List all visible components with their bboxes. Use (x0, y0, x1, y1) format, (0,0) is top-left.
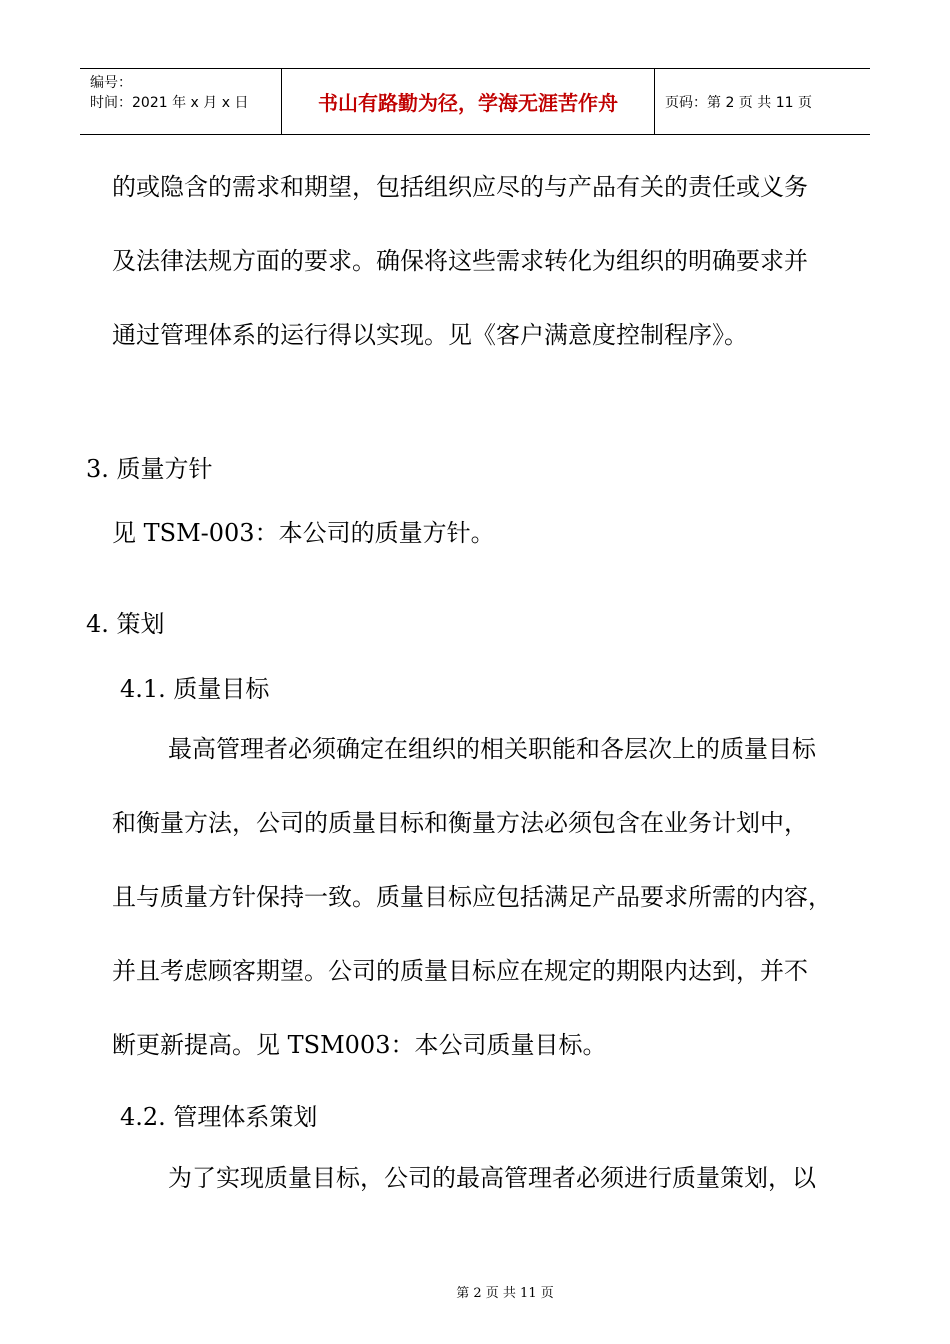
section-4-title: 4. 策划 (86, 610, 165, 638)
intro-line-2: 及法律法规方面的要求。确保将这些需求转化为组织的明确要求并 (112, 247, 808, 275)
header-page-info: 页码：第 2 页 共 11 页 (665, 94, 812, 111)
section-4-2-line-1: 为了实现质量目标，公司的最高管理者必须进行质量策划，以 (168, 1164, 816, 1192)
section-4-1-line-2: 和衡量方法，公司的质量目标和衡量方法必须包含在业务计划中， (112, 809, 808, 837)
document-number-label: 编号： (90, 75, 132, 91)
document-date-label: 时间：2021 年 x 月 x 日 (90, 95, 249, 111)
header-meta-cell (80, 69, 282, 134)
intro-line-3: 通过管理体系的运行得以实现。见《客户满意度控制程序》。 (112, 321, 748, 349)
page-footer: 第 2 页 共 11 页 (456, 1286, 554, 1301)
section-4-2-title: 4.2. 管理体系策划 (120, 1103, 318, 1131)
section-4-1-line-3: 且与质量方针保持一致。质量目标应包括满足产品要求所需的内容， (112, 883, 832, 911)
section-3-title: 3. 质量方针 (86, 455, 213, 483)
section-4-1-title: 4.1. 质量目标 (120, 675, 270, 703)
intro-line-1: 的或隐含的需求和期望，包括组织应尽的与产品有关的责任或义务 (112, 173, 808, 201)
section-4-1-line-5: 断更新提高。见 TSM003：本公司质量目标。 (112, 1031, 607, 1059)
section-4-1-line-4: 并且考虑顾客期望。公司的质量目标应在规定的期限内达到，并不 (112, 957, 808, 985)
section-4-1-line-1: 最高管理者必须确定在组织的相关职能和各层次上的质量目标 (168, 735, 816, 763)
section-3-text: 见 TSM-003：本公司的质量方针。 (112, 519, 495, 547)
document-header (80, 68, 870, 135)
header-motto: 书山有路勤为径，学海无涯苦作舟 (282, 69, 655, 134)
